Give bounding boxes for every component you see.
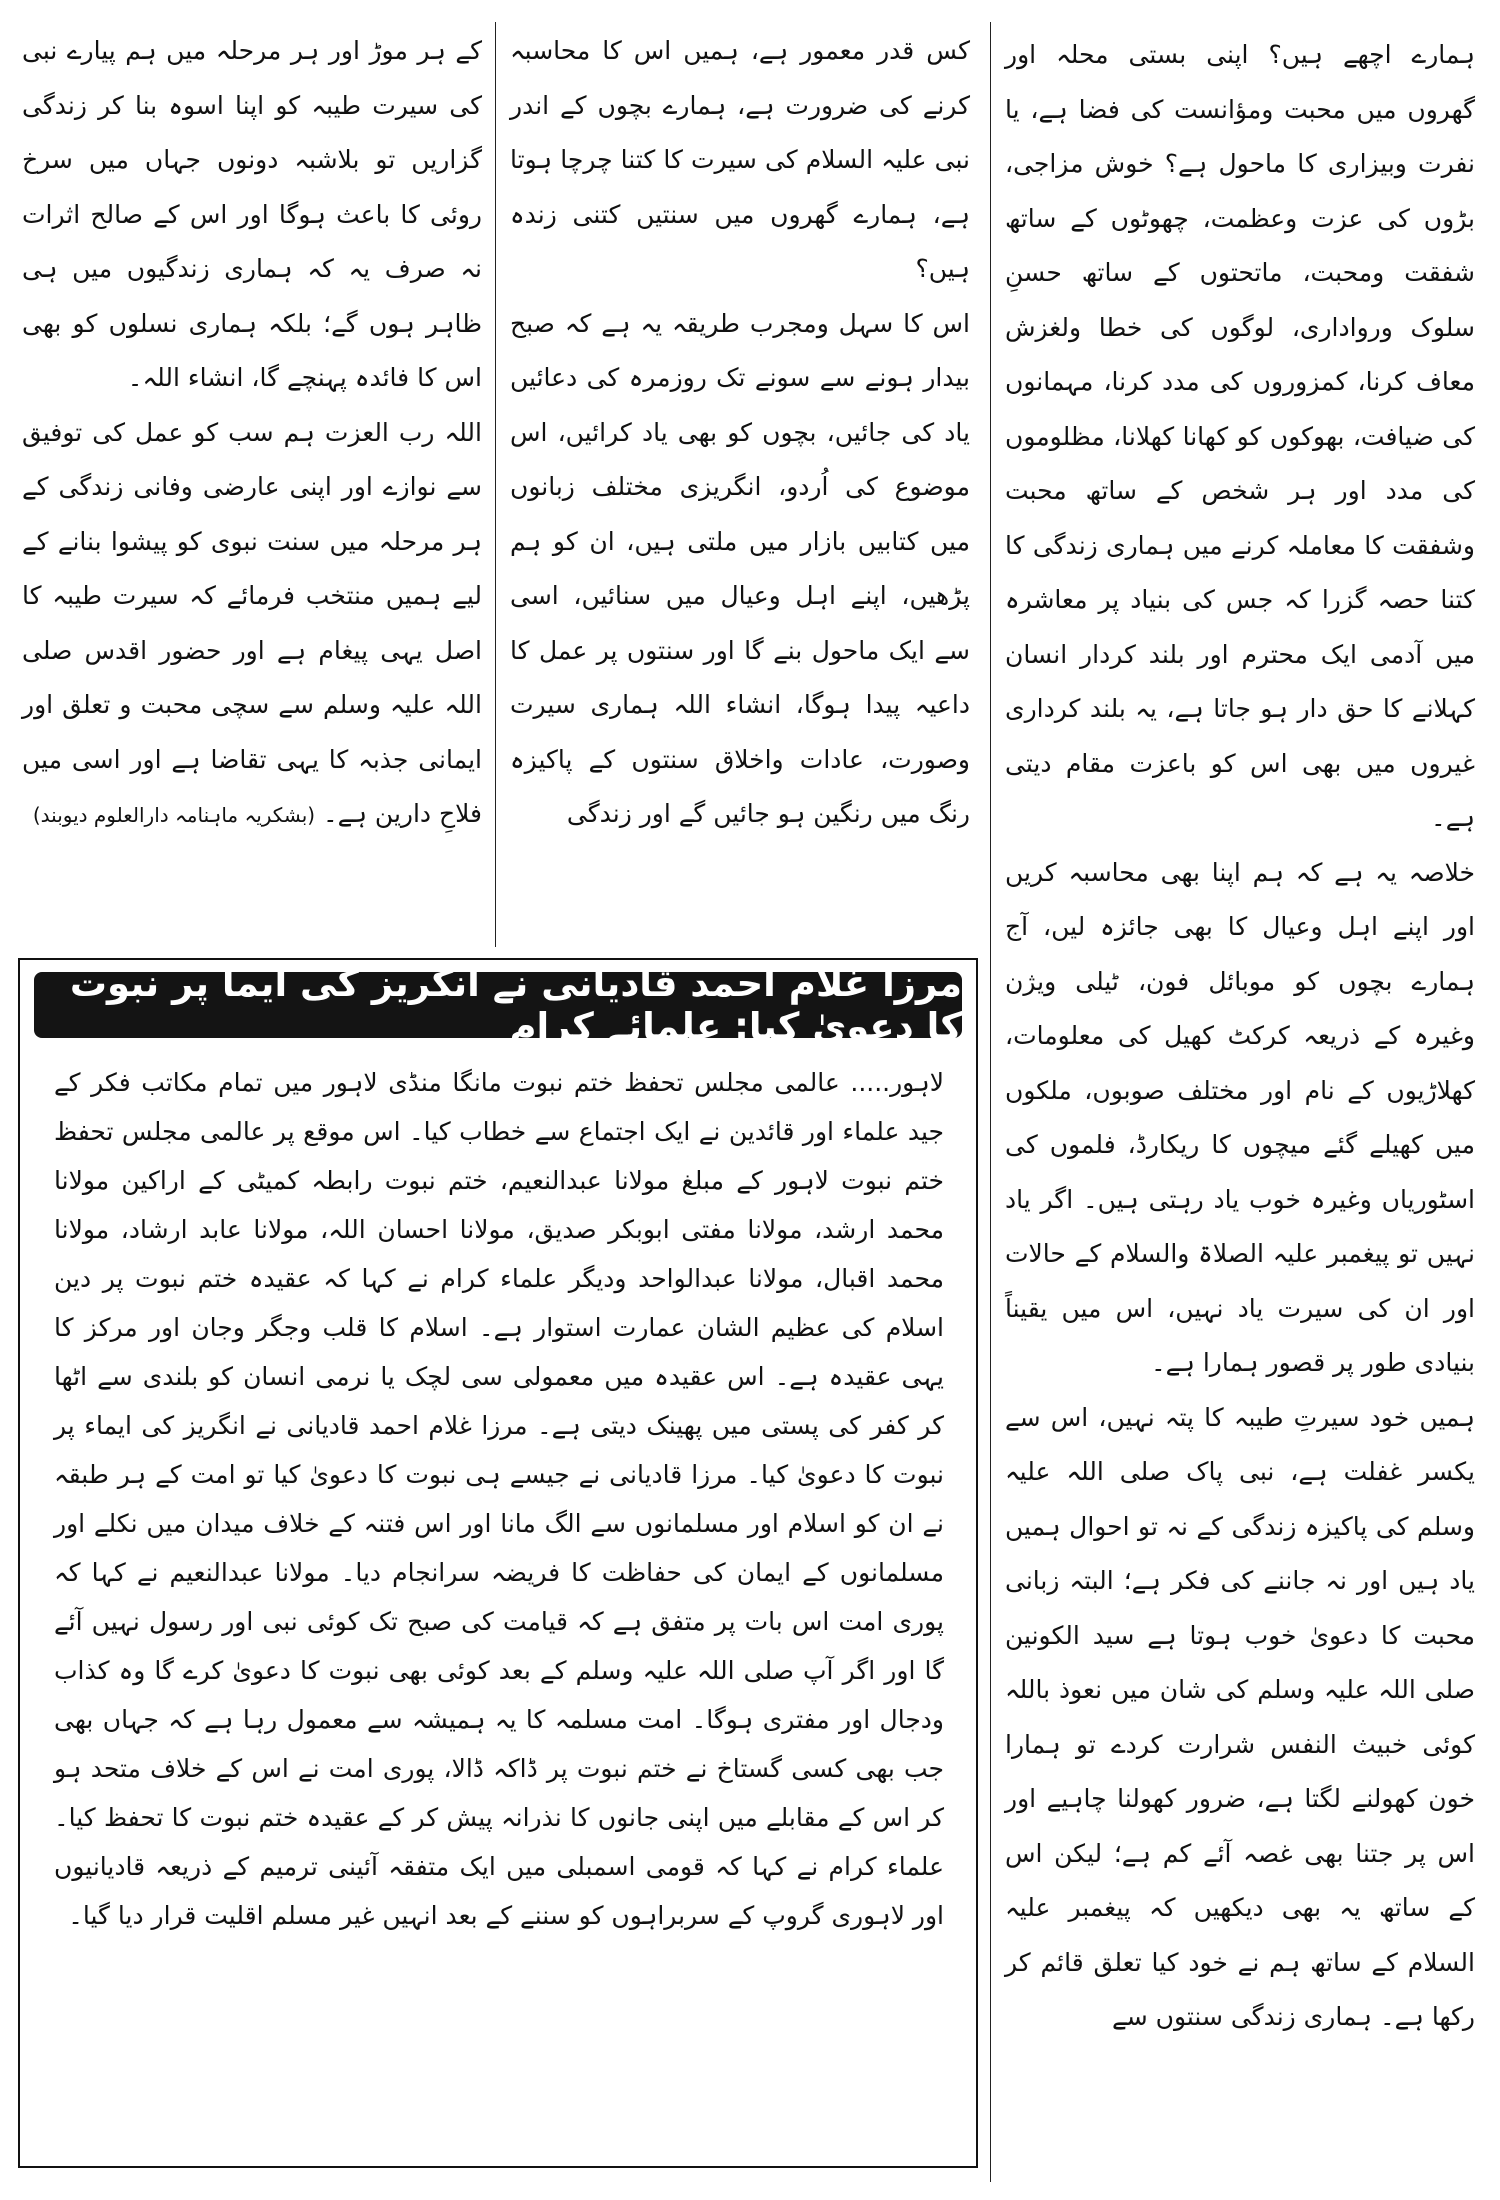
- middle-column: [510, 24, 970, 949]
- column-divider: [495, 22, 496, 947]
- right-column: [1005, 28, 1475, 2178]
- paragraph: کے ہر موڑ اور ہر مرحلہ میں ہم پیارے نبی کی سیرت طیبہ کو اپنا اسوہ بنا کر زندگی گزاریں تو بلاشبہ دونوں جہاں میں سرخ روئی کا باعث ہوگا اور اس کے صالح اثرات نہ صرف یہ کہ ہماری زندگیوں میں ہی ظاہر ہوں گے؛ بلکہ ہماری نسلوں کو بھی اس کا فائدہ پہنچے گا، انشاء اللہ۔: [22, 36, 482, 392]
- left-column: [22, 24, 482, 949]
- news-story-box: [18, 958, 978, 2168]
- column-divider: [990, 22, 991, 2182]
- paragraph: [22, 406, 482, 843]
- source-credit: (بشکریہ ماہنامہ دارالعلوم دیوبند): [32, 803, 316, 827]
- paragraph: خلاصہ یہ ہے کہ ہم اپنا بھی محاسبہ کریں اور اپنے اہل وعیال کا بھی جائزہ لیں، آج ہمارے بچوں کو موبائل فون، ٹیلی ویژن وغیرہ کے ذریعہ کرکٹ کھیل کی معلومات، کھلاڑیوں کے نام اور مختلف صوبوں، ملکوں میں کھیلے گئے میچوں کا ریکارڈ، فلموں کی اسٹوریاں وغیرہ خوب یاد رہتی ہیں۔ اگر یاد نہیں تو پیغمبر علیہ الصلاۃ والسلام کے حالات اور ان کی سیرت یاد نہیں، اس میں یقیناً بنیادی طور پر قصور ہمارا ہے۔: [1005, 857, 1475, 1377]
- paragraph: لاہور..... عالمی مجلس تحفظ ختم نبوت مانگا منڈی لاہور میں تمام مکاتب فکر کے جید علماء اور قائدین نے ایک اجتماع سے خطاب کیا۔ اس موقع پر عالمی مجلس تحفظ ختم نبوت لاہور کے مبلغ مولانا عبدالنعیم، ختم نبوت رابطہ کمیٹی کے اراکین مولانا محمد ارشد، مولانا مفتی ابوبکر صدیق، مولانا احسان اللہ، مولانا عابد ارشاد، مولانا محمد اقبال، مولانا عبدالواحد ودیگر علماء کرام نے کہا کہ عقیدہ ختم نبوت پر دین اسلام کی عظیم الشان عمارت استوار ہے۔ اسلام کا قلب وجگر وجان اور مرکز کا یہی عقیدہ ہے۔ اس عقیدہ میں معمولی سی لچک یا نرمی انسان کو بلندی سے اٹھا کر کفر کی پستی میں پھینک دیتی ہے۔ مرزا غلام احمد قادیانی نے انگریز کی ایماء پر نبوت کا دعویٰ کیا۔ مرزا قادیانی نے جیسے ہی نبوت کا دعویٰ کیا تو امت کے ہر طبقہ نے ان کو اسلام اور مسلمانوں سے الگ مانا اور اس فتنہ کے خلاف میدان میں نکلے اور مسلمانوں کے ایمان کی حفاظت کا فریضہ سرانجام دیا۔ مولانا عبدالنعیم نے کہا کہ پوری امت اس بات پر متفق ہے کہ قیامت کی صبح تک کوئی نبی اور رسول نہیں آئے گا اور اگر آپ صلی اللہ علیہ وسلم کے بعد کوئی بھی نبوت کا دعویٰ کرے گا وہ کذاب ودجال اور مفتری ہوگا۔ امت مسلمہ کا یہ ہمیشہ سے معمول رہا ہے کہ جہاں بھی جب بھی کسی گستاخ نے ختم نبوت پر ڈاکہ ڈالا، پوری امت نے اس کے خلاف متحد ہو کر اس کے مقابلے میں اپنی جانوں کا نذرانہ پیش کر کے عقیدہ ختم نبوت کا تحفظ کیا۔ علماء کرام نے کہا کہ قومی اسمبلی میں ایک متفقہ آئینی ترمیم کے ذریعہ قادیانیوں اور لاہوری گروپ کے سربراہوں کو سننے کے بعد انہیں غیر مسلم اقلیت قرار دیا گیا۔: [54, 1068, 944, 1930]
- paragraph: ہمیں خود سیرتِ طیبہ کا پتہ نہیں، اس سے یکسر غفلت ہے، نبی پاک صلی اللہ علیہ وسلم کی پاکیزہ زندگی کے نہ تو احوال ہمیں یاد ہیں اور نہ جاننے کی فکر ہے؛ البتہ زبانی محبت کا دعویٰ خوب ہوتا ہے سید الکونین صلی اللہ علیہ وسلم کی شان میں نعوذ باللہ کوئی خبیث النفس شرارت کردے تو ہمارا خون کھولنے لگتا ہے، ضرور کھولنا چاہیے اور اس پر جتنا بھی غصہ آئے کم ہے؛ لیکن اس کے ساتھ یہ بھی دیکھیں کہ پیغمبر علیہ السلام کے ساتھ ہم نے خود کیا تعلق قائم کر رکھا ہے۔ ہماری زندگی سنتوں سے: [1005, 1402, 1475, 2031]
- news-headline: مرزا غلام احمد قادیانی نے انگریز کی ایما پر نبوت کا دعویٰ کیا: علمائے کرام: [34, 972, 962, 1038]
- paragraph-text: اللہ رب العزت ہم سب کو عمل کی توفیق سے نوازے اور اپنی عارضی وفانی زندگی کے ہر مرحلہ میں سنت نبوی کو پیشوا بنانے کے لیے ہمیں منتخب فرمائے کہ سیرت طیبہ کا اصل یہی پیغام ہے اور حضور اقدس صلی اللہ علیہ وسلم سے سچی محبت و تعلق اور ایمانی جذبہ کا یہی تقاضا ہے اور اسی میں فلاحِ دارین ہے۔: [22, 417, 482, 828]
- news-body: [54, 1058, 944, 1940]
- paragraph: کس قدر معمور ہے، ہمیں اس کا محاسبہ کرنے کی ضرورت ہے، ہمارے بچوں کے اندر نبی علیہ السلام کی سیرت کا کتنا چرچا ہوتا ہے، ہمارے گھروں میں سنتیں کتنی زندہ ہیں؟: [510, 36, 970, 283]
- paragraph: اس کا سہل ومجرب طریقہ یہ ہے کہ صبح بیدار ہونے سے سونے تک روزمرہ کی دعائیں یاد کی جائیں، بچوں کو بھی یاد کرائیں، اس موضوع کی اُردو، انگریزی مختلف زبانوں میں کتابیں بازار میں ملتی ہیں، ان کو ہم پڑھیں، اپنے اہل وعیال میں سنائیں، اسی سے ایک ماحول بنے گا اور سنتوں پر عمل کا داعیہ پیدا ہوگا، انشاء اللہ ہماری سیرت وصورت، عادات واخلاق سنتوں کے پاکیزہ رنگ میں رنگین ہو جائیں گے اور زندگی: [510, 308, 970, 828]
- paragraph: ہمارے اچھے ہیں؟ اپنی بستی محلہ اور گھروں میں محبت ومؤانست کی فضا ہے، یا نفرت وبیزاری کا ماحول ہے؟ خوش مزاجی، بڑوں کی عزت وعظمت، چھوٹوں کے ساتھ شفقت ومحبت، ماتحتوں کے ساتھ حسنِ سلوک ورواداری، لوگوں کی خطا ولغزش معاف کرنا، کمزوروں کی مدد کرنا، مہمانوں کی ضیافت، بھوکوں کو کھانا کھلانا، مظلوموں کی مدد اور ہر شخص کے ساتھ محبت وشفقت کا معاملہ کرنے میں ہماری زندگی کا کتنا حصہ گزرا کہ جس کی بنیاد پر معاشرہ میں آدمی ایک محترم اور بلند کردار انسان کہلانے کا حق دار ہو جاتا ہے، یہ بلند کرداری غیروں میں بھی اس کو باعزت مقام دیتی ہے۔: [1005, 40, 1475, 832]
